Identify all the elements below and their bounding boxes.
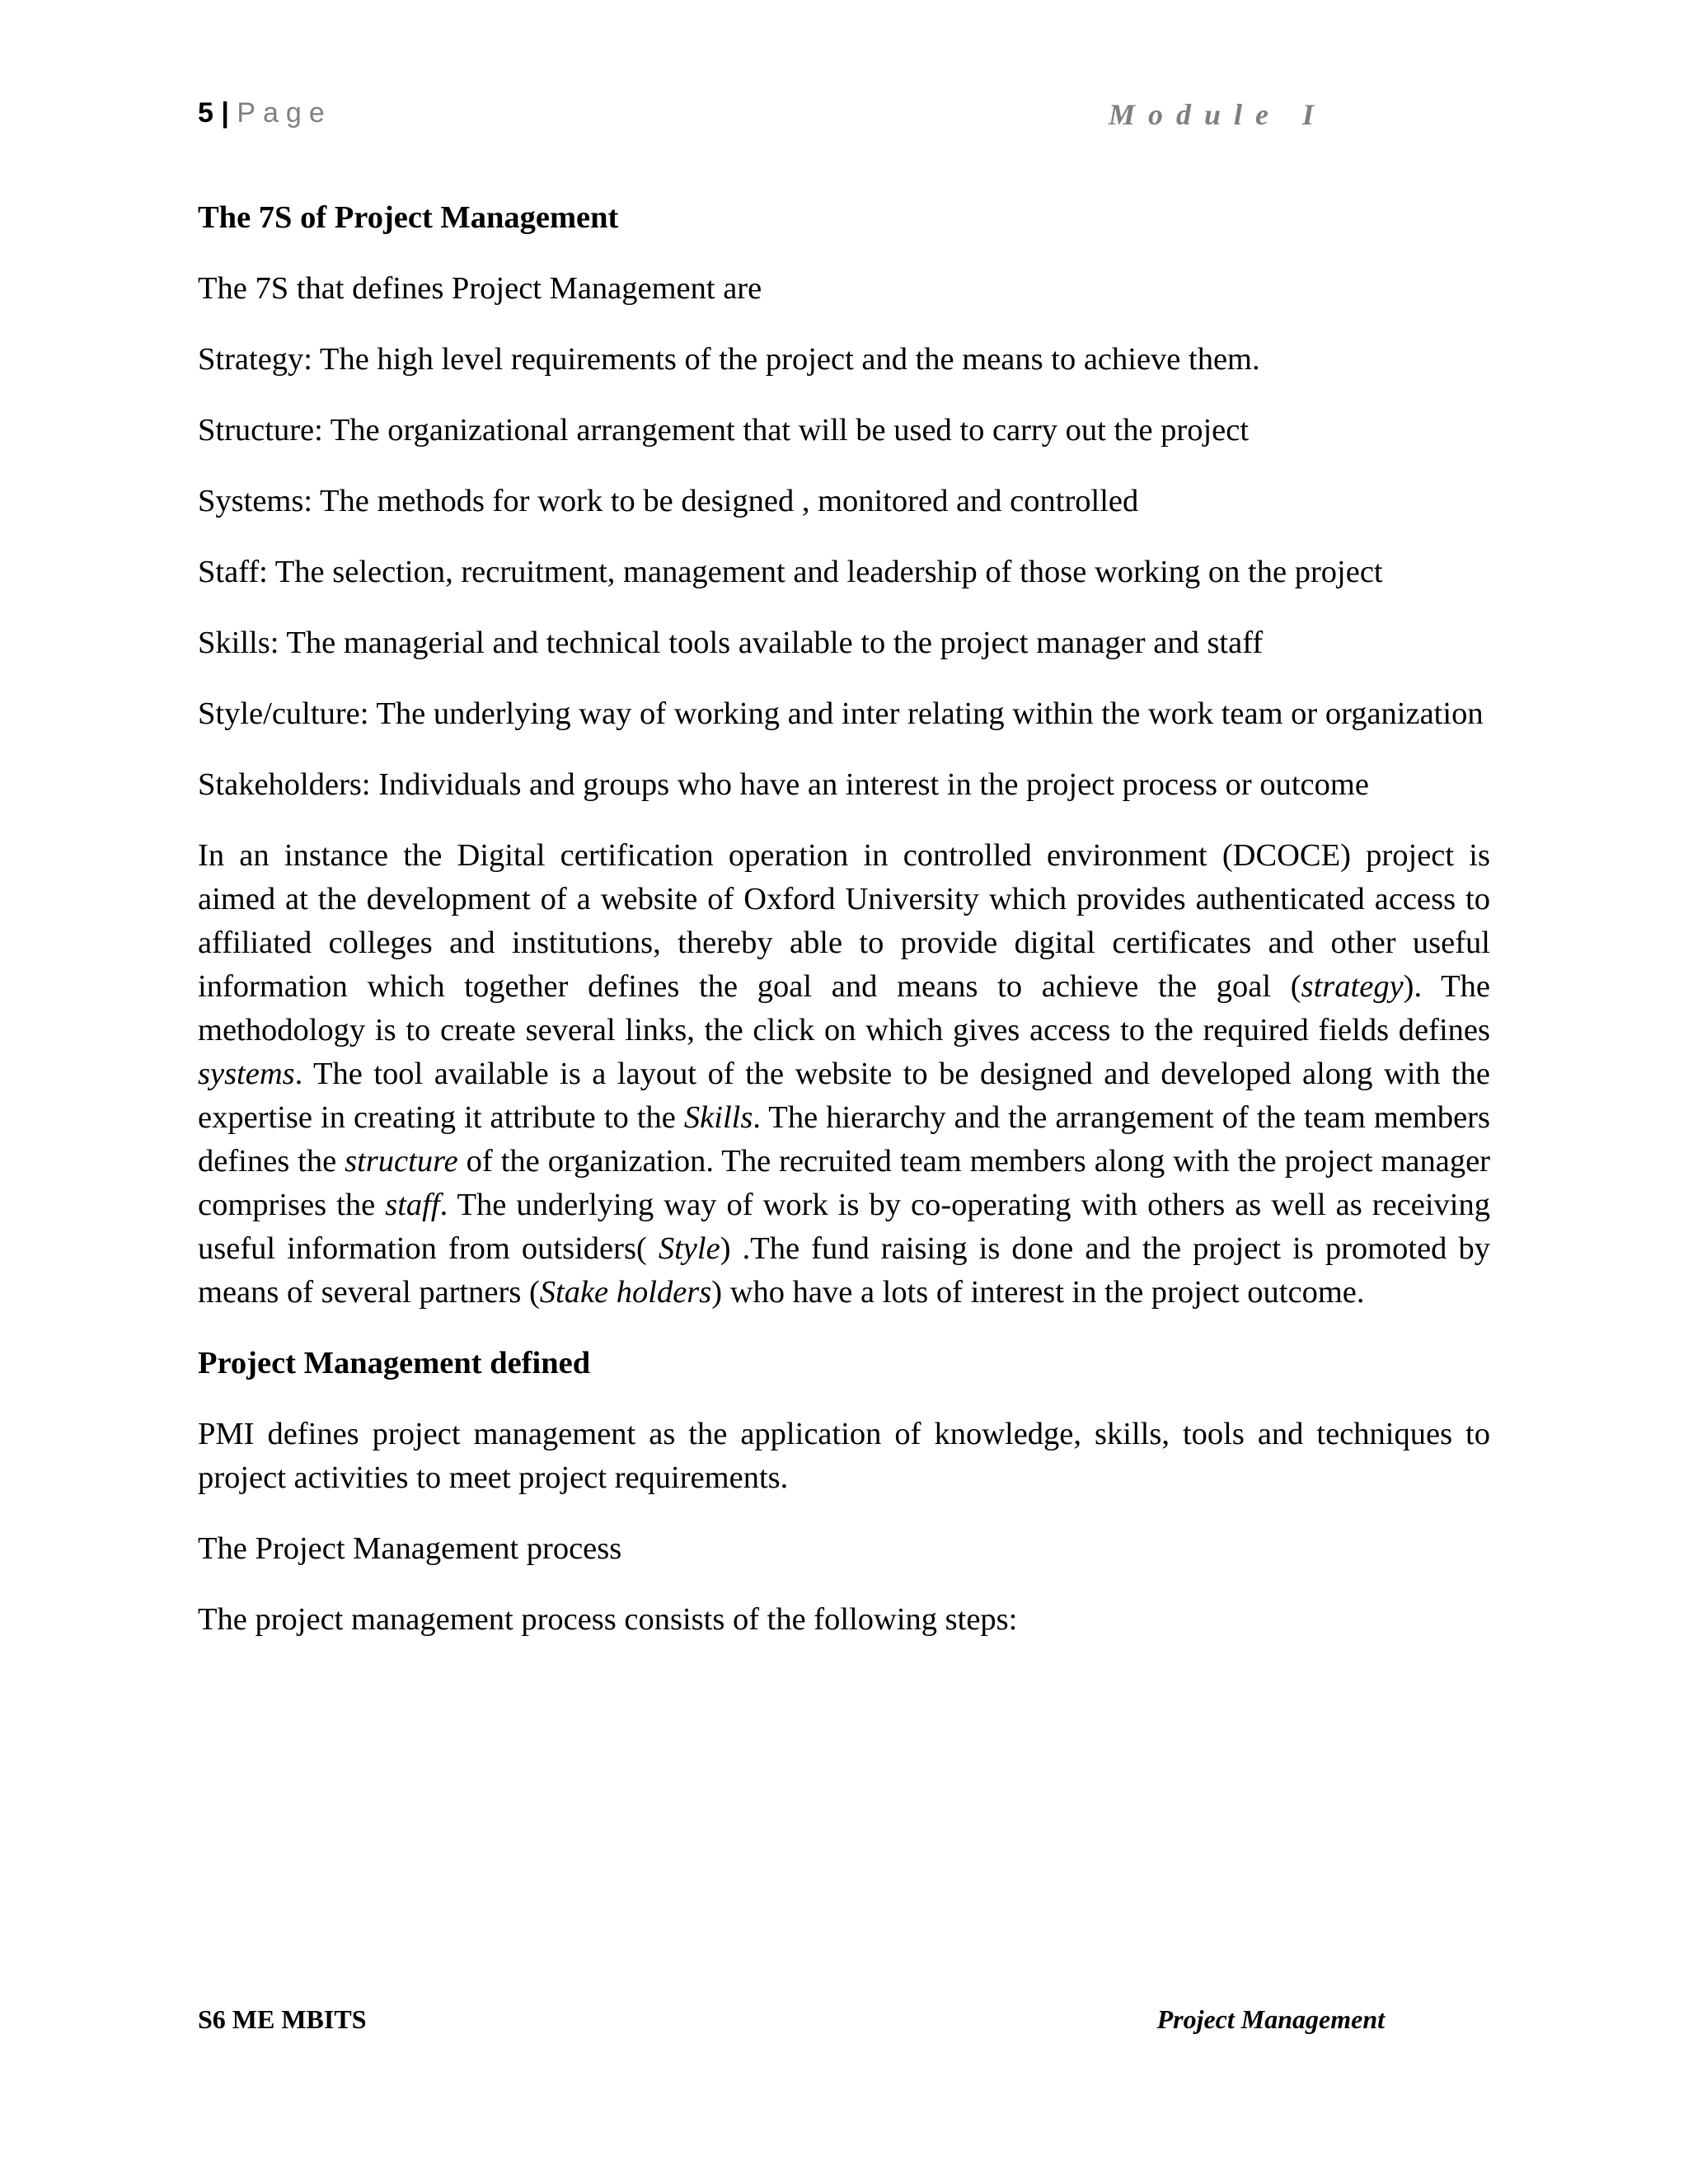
process-subheading: The Project Management process	[198, 1531, 622, 1566]
section-intro: The 7S that defines Project Management are	[198, 271, 762, 306]
item-systems: Systems: The methods for work to be designed , monitored and controlled	[198, 484, 1139, 518]
example-text-2: ). The methodology is to create several links, the click on which gives access to the required fields defines	[198, 969, 1490, 1047]
example-paragraph	[198, 834, 1490, 1315]
example-term-staff: staff	[385, 1188, 440, 1222]
example-term-style: Style	[658, 1231, 720, 1266]
page-number-value: 5	[198, 97, 213, 129]
example-text-7: ) .The fund raising is done and the project is promoted by means of several partners (	[198, 1231, 1490, 1310]
page-header	[198, 97, 1327, 138]
example-text-3: . The tool available is a layout of the website to be designed and developed along with the expertise in creating it attribute to the	[198, 1057, 1490, 1135]
footer-subject: Project Management	[1156, 2004, 1385, 2034]
example-term-systems: systems	[198, 1057, 295, 1091]
item-strategy: Strategy: The high level requirements of the project and the means to achieve them.	[198, 342, 1260, 377]
example-text-6: . The underlying way of work is by co-operating with others as well as receiving useful information from outsiders(	[198, 1188, 1491, 1266]
example-term-strategy: strategy	[1301, 969, 1404, 1004]
footer-course: S6 ME MBITS	[198, 2004, 367, 2034]
page-footer	[198, 2004, 1385, 2046]
item-style-culture: Style/culture: The underlying way of working and inter relating within the work team or organization	[198, 696, 1484, 731]
page-number	[198, 97, 332, 129]
pmi-definition: PMI defines project management as the application of knowledge, skills, tools and techniques to project activities to meet project requirements.	[198, 1417, 1490, 1495]
example-term-skills: Skills	[683, 1100, 753, 1135]
document-body	[198, 196, 1490, 1669]
steps-intro: The project management process consists of the following steps:	[198, 1602, 1018, 1637]
example-term-stakeholders: Stake holders	[539, 1275, 712, 1310]
example-text-1: In an instance the Digital certification operation in controlled environment (DCOCE) project is aimed at the development of a website of Oxford University which provides authenticated access to affiliated colleges and institutions, thereby able to provide digital certificates and other useful information which together defines the goal and means to achieve the goal (	[198, 838, 1490, 1004]
example-text-5: of the organization. The recruited team members along with the project manager comprises the	[198, 1144, 1490, 1222]
page-word: Page	[237, 97, 332, 129]
section-heading-7s: The 7S of Project Management	[198, 200, 619, 235]
item-skills: Skills: The managerial and technical tools available to the project manager and staff	[198, 626, 1264, 660]
example-text-8: ) who have a lots of interest in the project outcome.	[711, 1275, 1365, 1310]
example-text-4: . The hierarchy and the arrangement of the team members defines the	[198, 1100, 1490, 1179]
item-structure: Structure: The organizational arrangement that will be used to carry out the project	[198, 413, 1250, 448]
example-term-structure: structure	[345, 1144, 458, 1179]
item-stakeholders: Stakeholders: Individuals and groups who have an interest in the project process or outcome	[198, 767, 1369, 802]
module-label: Module I	[1108, 98, 1327, 131]
item-staff: Staff: The selection, recruitment, management and leadership of those working on the project	[198, 555, 1383, 589]
section-heading-defined: Project Management defined	[198, 1346, 591, 1380]
page-number-separator: |	[221, 97, 229, 129]
